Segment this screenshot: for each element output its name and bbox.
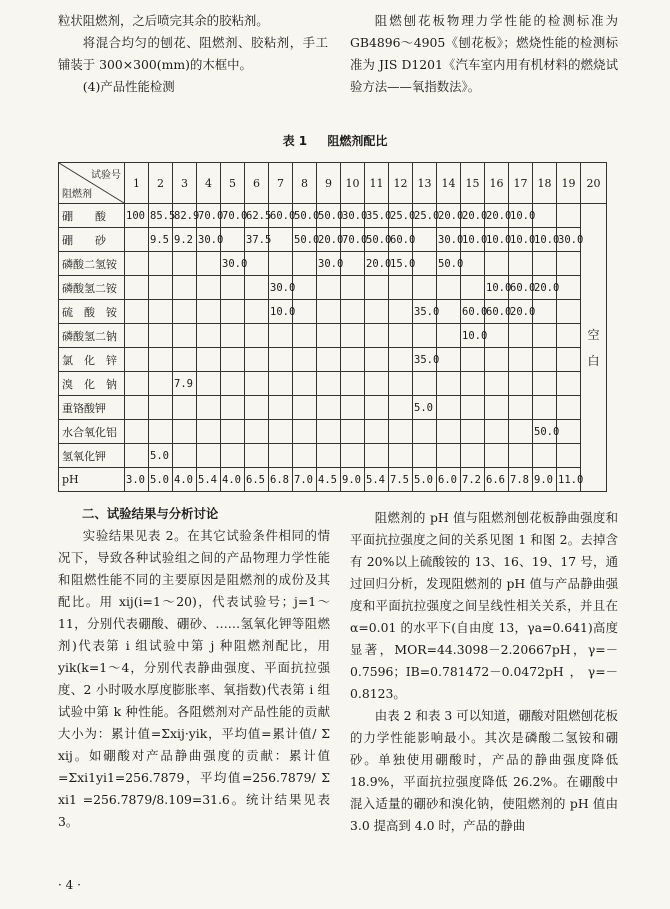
table-cell	[533, 204, 557, 228]
table-cell	[461, 276, 485, 300]
table-cell	[317, 396, 341, 420]
column-header: 3	[173, 163, 197, 204]
table-cell	[269, 420, 293, 444]
table-cell: 50.0	[293, 204, 317, 228]
table-cell	[437, 348, 461, 372]
corner-label-agent: 阻燃剂	[62, 189, 92, 200]
column-header: 6	[245, 163, 269, 204]
table-row	[59, 252, 607, 276]
table-cell: 70.0	[221, 204, 245, 228]
table-cell	[221, 228, 245, 252]
table-cell	[461, 252, 485, 276]
table-cell	[389, 324, 413, 348]
table-cell	[341, 252, 365, 276]
table-cell: 9.0	[533, 468, 557, 492]
table-cell: 7.0	[293, 468, 317, 492]
table-cell	[509, 348, 533, 372]
table-cell: 5.4	[197, 468, 221, 492]
table-cell	[173, 276, 197, 300]
paragraph: 阻燃刨花板物理力学性能的检测标准为 GB4896～4905《刨花板》；燃烧性能的检测标准为 JIS D1201《汽车室内用有机材料的燃烧试验方法——氧指数法》。	[350, 13, 618, 94]
table-cell: 25.0	[389, 204, 413, 228]
table-caption	[0, 132, 670, 149]
agent-name-cell: 重铬酸钾	[59, 396, 125, 420]
column-header: 20	[581, 163, 607, 204]
table-cell	[293, 348, 317, 372]
table-cell	[389, 420, 413, 444]
table-cell	[125, 228, 149, 252]
table-cell: 20.0	[437, 204, 461, 228]
table-cell	[437, 276, 461, 300]
table-cell	[245, 444, 269, 468]
table-cell	[125, 300, 149, 324]
bottom-right-column	[350, 507, 618, 837]
table-cell: 50.0	[437, 252, 461, 276]
table-cell	[413, 324, 437, 348]
table-cell	[557, 372, 581, 396]
table-cell	[197, 420, 221, 444]
table-cell	[557, 444, 581, 468]
table-title: 阻燃剂配比	[327, 134, 388, 148]
paragraph: 由表 2 和表 3 可以知道，硼酸对阻燃刨花板的力学性能影响最小。其次是磷酸二氢铵和硼砂。单独使用硼酸时，产品的静曲强度降低 18.9%，平面抗拉强度降低 26.2%。在硼酸中混入适量的硼砂和溴化钠，使阻燃剂的 pH 值由 3.0 提高到 4.0 时，产品的静曲	[350, 708, 618, 833]
table-cell	[557, 396, 581, 420]
column-header: 7	[269, 163, 293, 204]
table-row	[59, 324, 607, 348]
column-header: 1	[125, 163, 149, 204]
table-cell	[341, 396, 365, 420]
agent-name-cell: 磷酸氢二钠	[59, 324, 125, 348]
table-cell	[293, 300, 317, 324]
table-cell	[245, 324, 269, 348]
table-cell	[365, 420, 389, 444]
table-cell	[533, 372, 557, 396]
table-number: 表 1	[282, 134, 308, 148]
table-cell: 20.0	[365, 252, 389, 276]
agent-name-cell: 磷酸二氢铵	[59, 252, 125, 276]
table-cell	[293, 444, 317, 468]
table-cell	[221, 324, 245, 348]
table-cell	[221, 348, 245, 372]
table-cell	[197, 444, 221, 468]
table-cell	[125, 252, 149, 276]
table-cell	[221, 276, 245, 300]
table-cell	[365, 372, 389, 396]
table-cell: 30.0	[197, 228, 221, 252]
table-cell	[365, 444, 389, 468]
table-cell: 50.0	[293, 228, 317, 252]
table-cell	[317, 444, 341, 468]
table-cell	[533, 444, 557, 468]
table-cell	[245, 348, 269, 372]
table-cell	[509, 396, 533, 420]
table-cell	[437, 372, 461, 396]
table-cell: 7.9	[173, 372, 197, 396]
table-cell	[533, 348, 557, 372]
table-cell: 6.5	[245, 468, 269, 492]
table-cell	[125, 396, 149, 420]
column-header: 19	[557, 163, 581, 204]
table-cell	[413, 252, 437, 276]
table-cell: 85.5	[149, 204, 173, 228]
table-cell	[461, 348, 485, 372]
table-cell	[149, 300, 173, 324]
table-cell: 60.0	[461, 300, 485, 324]
table-cell	[485, 372, 509, 396]
table-cell	[557, 252, 581, 276]
table-cell: 10.0	[509, 204, 533, 228]
table-header-row	[59, 163, 607, 204]
table-cell	[509, 324, 533, 348]
table-cell	[341, 444, 365, 468]
table-cell	[341, 372, 365, 396]
table-cell	[557, 204, 581, 228]
table-cell	[173, 324, 197, 348]
table-cell: 50.0	[317, 204, 341, 228]
table-cell	[269, 396, 293, 420]
table-cell	[149, 348, 173, 372]
table-row	[59, 468, 607, 492]
table-cell: 4.5	[317, 468, 341, 492]
table-cell	[509, 252, 533, 276]
table-cell	[149, 396, 173, 420]
column-header: 18	[533, 163, 557, 204]
table-cell: 7.2	[461, 468, 485, 492]
table-cell	[557, 348, 581, 372]
table-cell: 60.0	[509, 276, 533, 300]
table-cell	[365, 300, 389, 324]
table-cell	[485, 420, 509, 444]
table-cell	[341, 300, 365, 324]
table-cell	[149, 324, 173, 348]
table-cell: 4.0	[221, 468, 245, 492]
table-cell	[317, 276, 341, 300]
table-cell	[317, 348, 341, 372]
column-header: 5	[221, 163, 245, 204]
table-cell: 5.0	[413, 396, 437, 420]
table-cell	[557, 276, 581, 300]
table-cell: 60.0	[389, 228, 413, 252]
table-cell	[389, 300, 413, 324]
table-cell	[341, 348, 365, 372]
table-cell	[173, 396, 197, 420]
table-cell	[293, 420, 317, 444]
table-row	[59, 420, 607, 444]
table-cell	[173, 348, 197, 372]
table-cell	[269, 348, 293, 372]
table-cell: 4.0	[173, 468, 197, 492]
table-cell	[221, 396, 245, 420]
table-cell: 9.2	[173, 228, 197, 252]
table-cell: 30.0	[437, 228, 461, 252]
top-left-column	[58, 10, 328, 98]
table-cell: 50.0	[365, 228, 389, 252]
table-cell: 10.0	[461, 228, 485, 252]
table-cell: 5.0	[413, 468, 437, 492]
table-cell	[389, 444, 413, 468]
paragraph: 粒状阻燃剂，之后喷完其余的胶粘剂。	[58, 13, 269, 28]
table-row	[59, 276, 607, 300]
table-cell	[389, 276, 413, 300]
table-cell: 6.6	[485, 468, 509, 492]
table-cell: 10.0	[485, 228, 509, 252]
table-cell	[125, 444, 149, 468]
table-cell: 20.0	[317, 228, 341, 252]
table-cell: 70.0	[341, 228, 365, 252]
table-cell: 9.0	[341, 468, 365, 492]
subsection-heading: (4)产品性能检测	[82, 79, 175, 94]
column-header: 10	[341, 163, 365, 204]
agent-name-cell: 氢氧化钾	[59, 444, 125, 468]
table-cell	[389, 348, 413, 372]
agent-name-cell: 水合氧化铝	[59, 420, 125, 444]
table-cell	[149, 372, 173, 396]
table-cell	[197, 396, 221, 420]
table-cell	[461, 396, 485, 420]
table-cell: 10.0	[461, 324, 485, 348]
table-cell	[341, 324, 365, 348]
column-header: 14	[437, 163, 461, 204]
table-cell	[485, 324, 509, 348]
column-header: 11	[365, 163, 389, 204]
table-cell: 60.0	[269, 204, 293, 228]
blank-column-cell	[581, 204, 607, 492]
table-cell	[269, 228, 293, 252]
table-cell	[509, 420, 533, 444]
table-cell: 11.0	[557, 468, 581, 492]
bottom-left-column	[58, 503, 330, 833]
table-cell	[389, 396, 413, 420]
table-cell: 25.0	[413, 204, 437, 228]
table-cell	[149, 420, 173, 444]
table-cell	[269, 324, 293, 348]
table-cell: 20.0	[509, 300, 533, 324]
table-cell	[533, 300, 557, 324]
table-cell	[365, 348, 389, 372]
table-cell: 30.0	[341, 204, 365, 228]
table-cell	[413, 228, 437, 252]
table-cell	[293, 324, 317, 348]
table-cell	[317, 300, 341, 324]
table-row	[59, 372, 607, 396]
table-cell: 60.0	[485, 300, 509, 324]
table-cell: 35.0	[365, 204, 389, 228]
agent-name-cell: 硼 酸	[59, 204, 125, 228]
table-cell	[557, 300, 581, 324]
flame-retardant-ratio-table	[58, 162, 607, 492]
table-cell	[317, 372, 341, 396]
paragraph: 实验结果见表 2。在其它试验条件相同的情况下，导致各种试验组之间的产品物理力学性能和阻燃性能不同的主要原因是阻燃剂的成份及其配比。用 xij(i=1～20)，代表试验号；j=1～11，分别代表硼酸、硼砂、……氢氧化钾等阻燃剂)代表第 i 组试验中第 j 种阻燃剂配比，用 yik(k=1～4，分别代表静曲强度、平面抗拉强度、2 小时吸水厚度膨胀率、氧指数)代表第 i 组试验中第 k 种性能。各阻燃剂对产品性能的贡献大小为：累计值=Σxij·yik，平均值=累计值/ Σ xij。如硼酸对产品静曲强度的贡献：累计值=Σxi1yi1=256.7879，平均值=256.7879/ Σ xi1 =256.7879/8.109=31.6。统计结果见表 3。	[58, 528, 330, 829]
table-cell	[437, 420, 461, 444]
column-header: 8	[293, 163, 317, 204]
table-cell	[245, 300, 269, 324]
table-cell	[173, 252, 197, 276]
table-cell	[197, 348, 221, 372]
table-cell	[125, 324, 149, 348]
table-cell: 10.0	[533, 228, 557, 252]
paragraph: 将混合均匀的刨花、阻燃剂、胶粘剂，手工铺装于 300×300(mm)的木框中。	[58, 35, 328, 72]
column-header: 12	[389, 163, 413, 204]
table-cell	[341, 420, 365, 444]
table-row	[59, 228, 607, 252]
table-cell: 5.4	[365, 468, 389, 492]
table-cell: 50.0	[533, 420, 557, 444]
table-cell	[197, 324, 221, 348]
table-cell	[389, 372, 413, 396]
table-cell	[245, 420, 269, 444]
table-cell	[245, 396, 269, 420]
table-cell	[365, 324, 389, 348]
table-cell	[125, 372, 149, 396]
table-cell	[269, 444, 293, 468]
table-cell	[461, 372, 485, 396]
table-cell	[533, 252, 557, 276]
table-cell	[413, 372, 437, 396]
table-cell	[125, 420, 149, 444]
table-cell: 10.0	[485, 276, 509, 300]
blank-label: 白	[587, 353, 600, 368]
table-cell	[317, 324, 341, 348]
table-cell: 30.0	[557, 228, 581, 252]
column-header: 15	[461, 163, 485, 204]
table-cell: 30.0	[317, 252, 341, 276]
table-cell	[485, 396, 509, 420]
table-cell: 5.0	[149, 444, 173, 468]
table-cell	[533, 324, 557, 348]
table-cell: 82.9	[173, 204, 197, 228]
table-row	[59, 396, 607, 420]
table-cell: 30.0	[221, 252, 245, 276]
table-row	[59, 444, 607, 468]
table-cell: 30.0	[269, 276, 293, 300]
table-cell	[461, 444, 485, 468]
table-cell	[341, 276, 365, 300]
table-row	[59, 300, 607, 324]
table-cell	[485, 444, 509, 468]
table-cell	[173, 444, 197, 468]
table-cell: 6.0	[437, 468, 461, 492]
agent-name-cell: 硫 酸 铵	[59, 300, 125, 324]
table-cell	[173, 300, 197, 324]
paragraph: 阻燃剂的 pH 值与阻燃剂刨花板静曲强度和平面抗拉强度之间的关系见图 1 和图 2。去掉含有 20%以上硫酸铵的 13、16、19、17 号，通过回归分析，发现阻燃剂的 pH 值与产品静曲强度和平面抗拉强度之间呈线性相关关系，并且在 α=0.01 的水平下(自由度 13，γa=0.641)高度显著，MOR=44.3098－2.20667pH，γ=－0.7596；IB=0.781472－0.0472pH，γ=－0.8123。	[350, 510, 618, 701]
table-cell	[197, 276, 221, 300]
table-cell	[269, 372, 293, 396]
table-cell	[269, 252, 293, 276]
table-cell	[461, 420, 485, 444]
table-cell	[125, 276, 149, 300]
table-cell	[221, 420, 245, 444]
table-cell	[509, 372, 533, 396]
table-cell: 37.5	[245, 228, 269, 252]
table-cell	[413, 420, 437, 444]
table-cell: 70.0	[197, 204, 221, 228]
corner-cell	[59, 163, 125, 204]
table-cell	[125, 348, 149, 372]
column-header: 13	[413, 163, 437, 204]
table-cell: 20.0	[533, 276, 557, 300]
table-cell	[485, 252, 509, 276]
table-cell	[365, 396, 389, 420]
table-cell	[293, 372, 317, 396]
table-cell	[485, 348, 509, 372]
table-row	[59, 348, 607, 372]
table-cell	[365, 276, 389, 300]
column-header: 16	[485, 163, 509, 204]
table-cell: 10.0	[269, 300, 293, 324]
blank-label: 空	[587, 327, 600, 342]
table-cell: 5.0	[149, 468, 173, 492]
table-cell	[509, 444, 533, 468]
table-cell	[557, 324, 581, 348]
corner-label-trial: 试验号	[91, 170, 121, 181]
table-cell: 7.5	[389, 468, 413, 492]
column-header: 4	[197, 163, 221, 204]
table-cell	[245, 276, 269, 300]
table-cell	[221, 444, 245, 468]
table-cell	[437, 396, 461, 420]
table-cell	[437, 300, 461, 324]
table-cell	[245, 372, 269, 396]
table-cell	[221, 300, 245, 324]
table-cell: 35.0	[413, 300, 437, 324]
column-header: 2	[149, 163, 173, 204]
table-cell	[149, 252, 173, 276]
table-cell: 100	[125, 204, 149, 228]
table-cell	[557, 420, 581, 444]
agent-name-cell: pH	[59, 468, 125, 492]
table-cell: 15.0	[389, 252, 413, 276]
table-cell	[437, 324, 461, 348]
table-cell	[197, 300, 221, 324]
column-header: 9	[317, 163, 341, 204]
table-cell: 9.5	[149, 228, 173, 252]
table-cell: 20.0	[461, 204, 485, 228]
top-right-column	[350, 10, 618, 98]
table-cell: 3.0	[125, 468, 149, 492]
column-header: 17	[509, 163, 533, 204]
table-cell	[413, 444, 437, 468]
section-heading: 二、试验结果与分析讨论	[82, 506, 219, 521]
agent-name-cell: 磷酸氢二铵	[59, 276, 125, 300]
table-cell: 62.5	[245, 204, 269, 228]
agent-name-cell: 硼 砂	[59, 228, 125, 252]
table-cell	[245, 252, 269, 276]
table-cell	[413, 276, 437, 300]
table-cell	[221, 372, 245, 396]
table-cell: 6.8	[269, 468, 293, 492]
table-cell	[293, 252, 317, 276]
table-cell	[197, 252, 221, 276]
table-cell	[317, 420, 341, 444]
table-cell: 35.0	[413, 348, 437, 372]
table-cell	[293, 396, 317, 420]
agent-name-cell: 溴 化 钠	[59, 372, 125, 396]
page-number: · 4 ·	[58, 878, 81, 892]
table-cell: 20.0	[485, 204, 509, 228]
agent-name-cell: 氯 化 锌	[59, 348, 125, 372]
table-cell	[293, 276, 317, 300]
table-cell	[197, 372, 221, 396]
table-cell	[149, 276, 173, 300]
table-cell: 7.8	[509, 468, 533, 492]
table-cell	[533, 396, 557, 420]
table-cell	[173, 420, 197, 444]
table-cell: 10.0	[509, 228, 533, 252]
table-row	[59, 204, 607, 228]
table-cell	[437, 444, 461, 468]
